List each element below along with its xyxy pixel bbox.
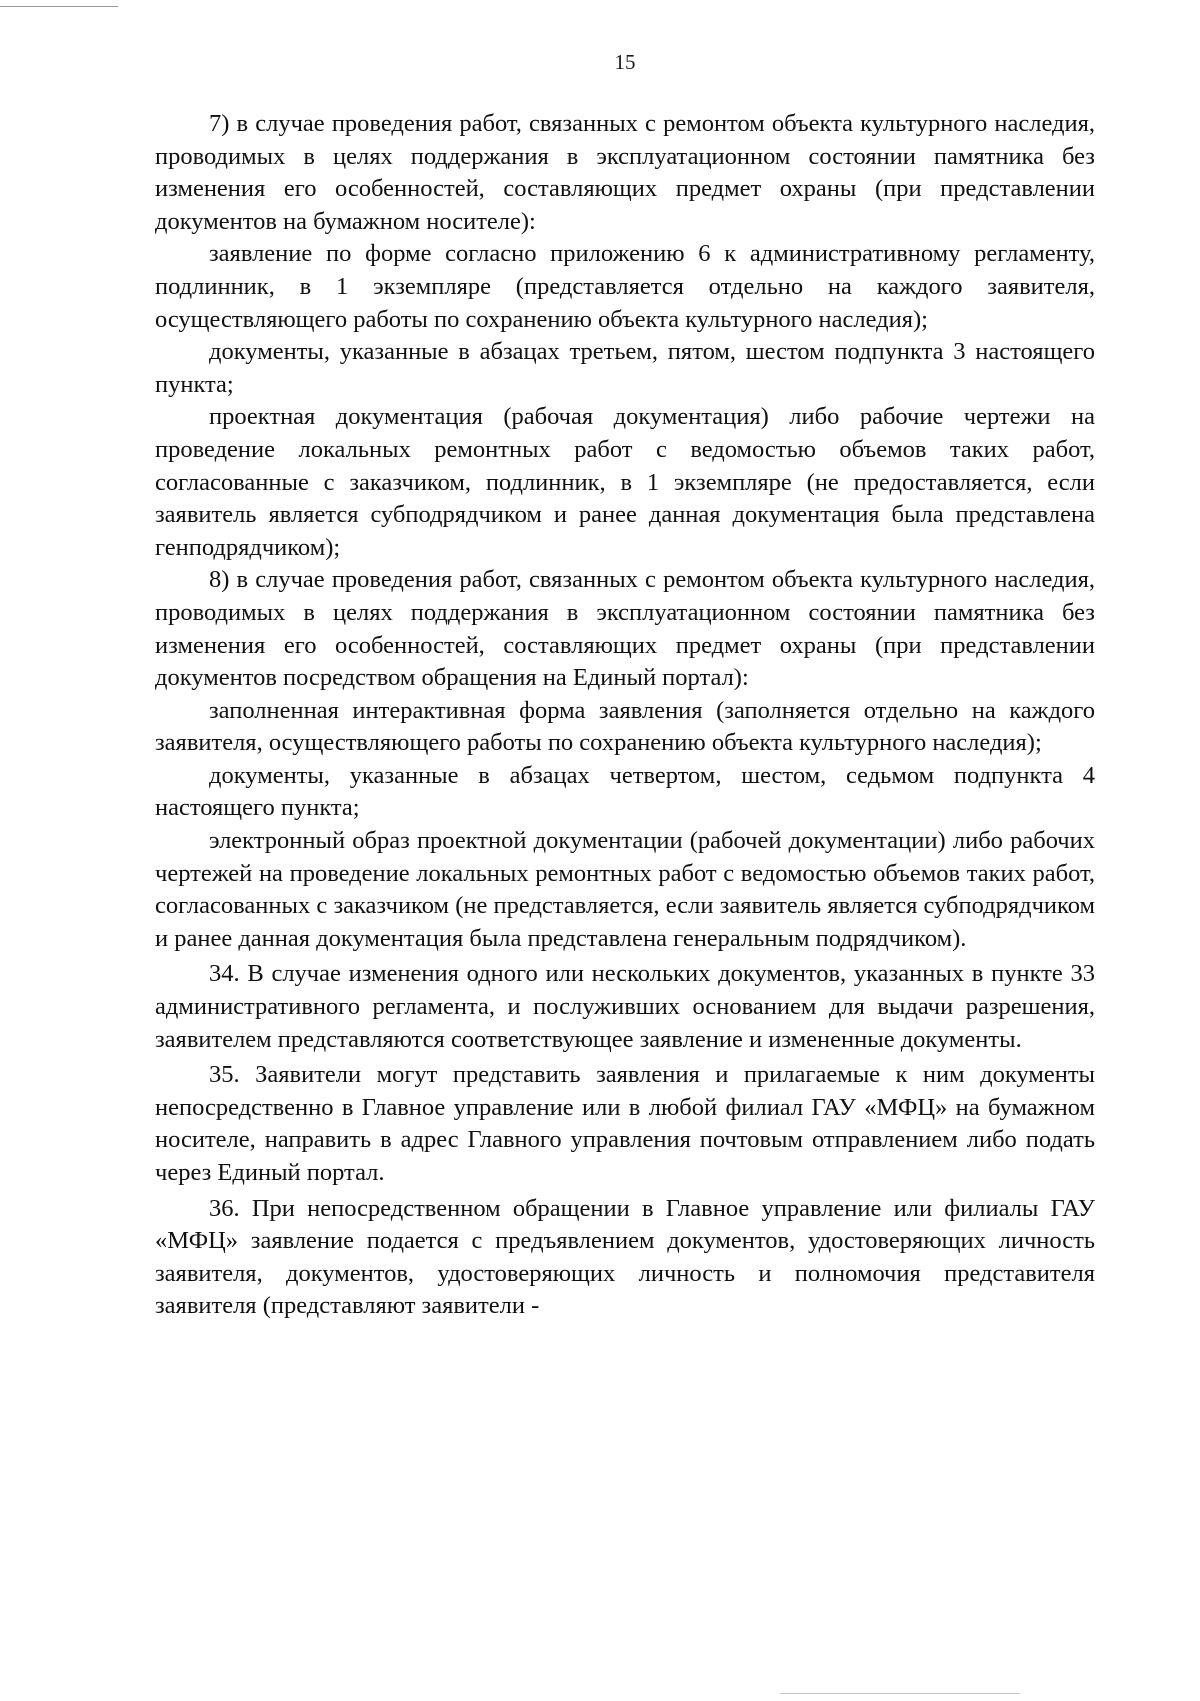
paragraph-interactive-form: заполненная интерактивная форма заявления (заполняется отдельно на каждого заявителя, осуществляющего работы по сохранению объекта культурного наследия); — [155, 696, 1095, 757]
paragraph-35: 35. Заявители могут представить заявления и прилагаемые к ним документы непосредственно в Главное управление или в любой филиал ГАУ «МФЦ» на бумажном носителе, направить в адрес Главного управления почтовым отправлением либо подать через Единый портал. — [155, 1061, 1095, 1186]
paragraph-electronic-documentation: электронный образ проектной документации (рабочей документации) либо рабочих чертежей на проведение локальных ремонтных работ с ведомостью объемов таких работ, согласованных с заказчиком (не представляется, если заявитель является субподрядчиком и ранее данная документация была представлена генеральным подрядчиком). — [155, 827, 1095, 952]
paragraph-documents-subitem-4: документы, указанные в абзацах четвертом, шестом, седьмом подпункта 4 настоящего пункта; — [155, 761, 1095, 822]
paragraph-8: 8) в случае проведения работ, связанных с ремонтом объекта культурного наследия, проводимых в целях поддержания в эксплуатационном состоянии памятника без изменения его особенностей, составляющих предмет охраны (при представлении документов посредством обращения на Единый портал): — [155, 566, 1095, 692]
paragraph-project-documentation: проектная документация (рабочая документация) либо рабочие чертежи на проведение локальных ремонтных работ с ведомостью объемов таких работ, согласованные с заказчиком, подлинник, в 1 экземпляре (не предоставляется, если заявитель является субподрядчиком и ранее данная документация была представлена генподрядчиком); — [155, 403, 1095, 561]
paragraph-34: 34. В случае изменения одного или нескольких документов, указанных в пункте 33 административного регламента, и послуживших основанием для выдачи разрешения, заявителем представляются соответствующее заявление и измененные документы. — [155, 960, 1095, 1053]
scan-edge-line-top — [0, 6, 118, 7]
scan-edge-line-bottom — [780, 1693, 1020, 1694]
document-body — [155, 108, 1095, 1323]
paragraph-application-form: заявление по форме согласно приложению 6 к административному регламенту, подлинник, в 1 экземпляре (представляется отдельно на каждого заявителя, осуществляющего работы по сохранению объекта культурного наследия); — [155, 240, 1095, 333]
paragraph-36: 36. При непосредственном обращении в Главное управление или филиалы ГАУ «МФЦ» заявление подается с предъявлением документов, удостоверяющих личность заявителя, документов, удостоверяющих личность и полномочия представителя заявителя (представляют заявители - — [155, 1194, 1095, 1320]
paragraph-7: 7) в случае проведения работ, связанных с ремонтом объекта культурного наследия, проводимых в целях поддержания в эксплуатационном состоянии памятника без изменения его особенностей, составляющих предмет охраны (при представлении документов на бумажном носителе): — [155, 110, 1095, 235]
paragraph-documents-subitem-3: документы, указанные в абзацах третьем, пятом, шестом подпункта 3 настоящего пункта; — [155, 338, 1095, 398]
page-number: 15 — [614, 50, 636, 74]
